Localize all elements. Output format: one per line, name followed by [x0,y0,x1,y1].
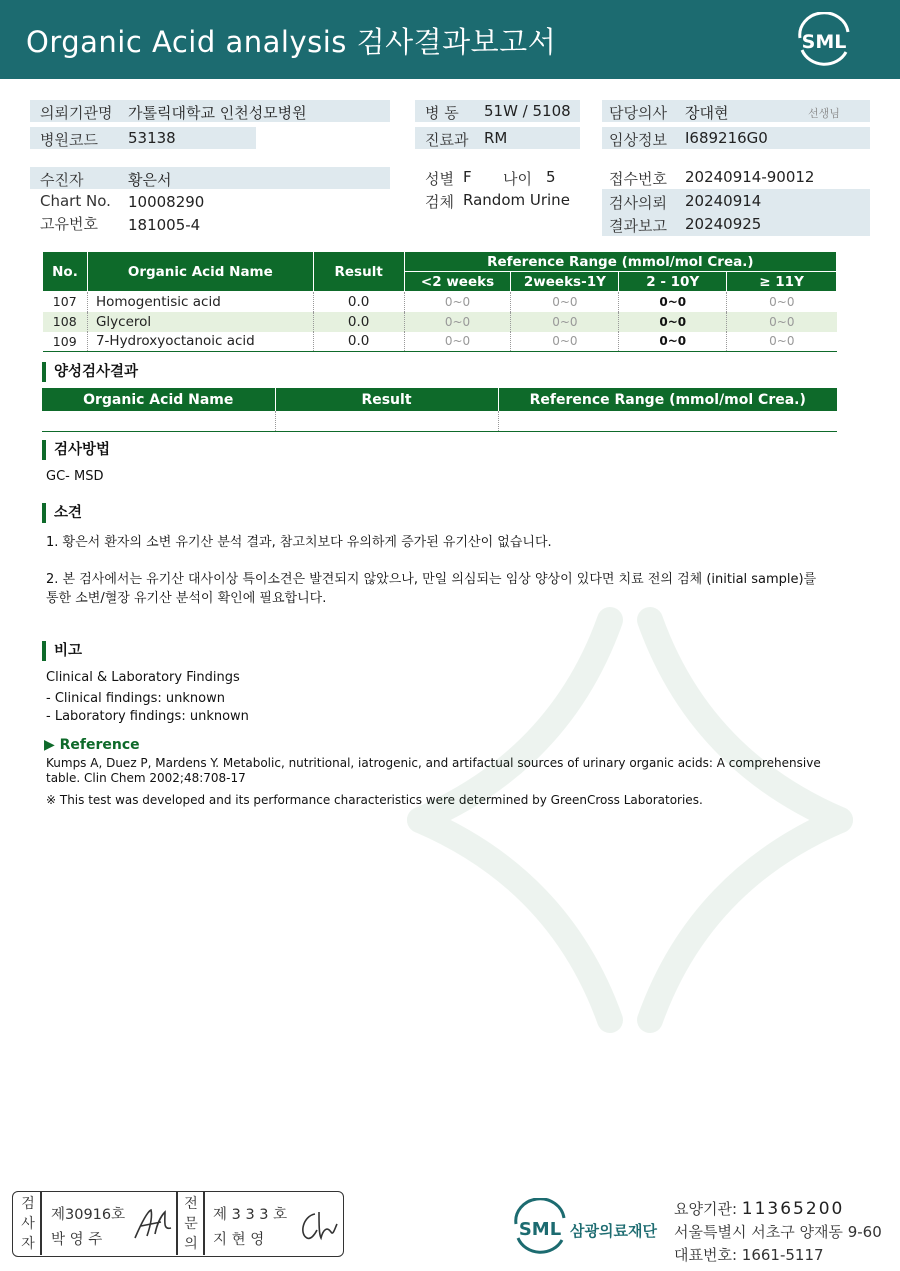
sml-logo-icon [790,12,858,68]
method-section-title: 검사방법 [42,440,110,460]
examinee-label: 수진자 [40,171,84,189]
row-no: 109 [43,332,88,352]
positive-table [42,388,837,432]
pos-col-result: Result [275,388,498,411]
footer-code-value: 11365200 [741,1199,845,1219]
expert-signature-icon [293,1206,339,1246]
chart-label: Chart No. [40,192,111,210]
logo-text: SML [801,31,847,53]
uid-label: 고유번호 [40,215,98,233]
row-r4: 0~0 [727,332,837,352]
row-r2: 0~0 [511,312,619,332]
col-name: Organic Acid Name [87,252,313,292]
report-label: 결과보고 [609,217,667,235]
request-value: 20240914 [685,192,762,210]
row-no: 108 [43,312,88,332]
remarks-l3: - Laboratory findings: unknown [46,709,249,724]
footer-phone [674,1244,824,1265]
row-result: 0.0 [313,312,404,332]
row-r2: 0~0 [511,292,619,312]
footer-code-label: 요양기관: [674,1200,742,1218]
request-label: 검사의뢰 [609,194,667,212]
table-row [42,411,837,431]
age-label: 나이 [503,170,532,188]
signature-box [12,1191,344,1257]
ward-value: 51W / 5108 [484,102,571,120]
watermark-cross-icon [360,560,900,1060]
footer-phone-value: 1661-5117 [741,1246,824,1264]
row-r1: 0~0 [404,312,511,332]
report-value: 20240925 [685,215,762,233]
col-r4: ≥ 11Y [727,272,837,292]
remarks-section-title: 비고 [42,641,82,661]
doctor-value: 장대현 [685,104,729,122]
table-row [43,332,837,352]
specimen-value: Random Urine [463,191,570,209]
dept-value: RM [484,129,508,147]
reference-note: ※ This test was developed and its performance characteristics were determined by GreenCross Laboratories. [46,793,703,807]
method-text: GC- MSD [46,469,104,484]
row-r4: 0~0 [769,294,795,309]
sml-footer-logo-icon [510,1198,570,1258]
col-result: Result [313,252,404,292]
row-result: 0.0 [313,332,404,352]
col-no: No. [43,252,88,292]
row-r3: 0~0 [619,312,727,332]
row-no: 107 [43,292,88,312]
chart-value: 10008290 [128,193,205,211]
findings-p2b: 통한 소변/혈장 유기산 분석이 확인에 필요합니다. [46,591,327,606]
reference-l1: Kumps A, Duez P, Mardens Y. Metabolic, nutritional, iatrogenic, and artifactual sources of urinary organic acids: A comprehensive [46,756,821,770]
row-name: Homogentisic acid [87,292,313,312]
footer-address: 서울특별시 서초구 양재동 9-60 [674,1223,882,1241]
row-r1: 0~0 [404,332,511,352]
pos-col-range: Reference Range (mmol/mol Crea.) [498,388,837,411]
report-title: Organic Acid analysis 검사결과보고서 [26,25,557,59]
reference-title: ▶ Reference [44,737,140,753]
row-r4: 0~0 [727,312,837,332]
footer-logo-text: SML [518,1219,562,1240]
expert-name: 지 현 영 [213,1232,265,1248]
hospital-code-label: 병원코드 [40,131,98,149]
footer-logo [510,1198,670,1258]
institution-label: 의뢰기관명 [40,104,113,122]
expert-label: 전문의 [184,1196,198,1252]
expert-number: 제 3 3 3 호 [213,1207,288,1223]
footer-phone-label: 대표번호: [674,1246,742,1264]
remarks-l2: - Clinical findings: unknown [46,691,225,706]
positive-section-title: 양성검사결과 [42,362,138,382]
row-r2: 0~0 [511,332,619,352]
footer-code [674,1198,844,1219]
report-header [0,0,900,79]
row-result: 0.0 [313,292,404,312]
col-range: Reference Range (mmol/mol Crea.) [404,252,836,272]
receipt-value: 20240914-90012 [685,168,815,186]
reference-l2: table. Clin Chem 2002;48:708-17 [46,771,246,785]
dept-label: 진료과 [425,131,469,149]
row-name: Glycerol [87,312,313,332]
col-r2: 2weeks-1Y [511,272,619,292]
age-value: 5 [546,168,556,186]
examiner-name: 박 영 주 [51,1232,103,1248]
doctor-label: 담당의사 [609,104,667,122]
sex-label: 성별 [425,170,454,188]
table-row [43,312,837,332]
receipt-label: 접수번호 [609,170,667,188]
uid-value: 181005-4 [128,216,201,234]
col-r1: <2 weeks [404,272,511,292]
clinical-label: 임상정보 [609,131,667,149]
footer-org-name: 삼광의료재단 [570,1222,657,1240]
specimen-label: 검체 [425,193,454,211]
results-table [42,251,837,352]
examiner-label: 검사자 [21,1196,35,1252]
pos-col-name: Organic Acid Name [42,388,275,411]
clinical-value: I689216G0 [685,129,768,147]
doctor-suffix: 선생님 [808,107,840,120]
remarks-l1: Clinical & Laboratory Findings [46,670,240,685]
row-r3: 0~0 [619,292,727,312]
sex-value: F [463,168,472,186]
row-name: 7-Hydroxyoctanoic acid [87,332,313,352]
examiner-number: 제30916호 [51,1207,126,1223]
examiner-signature-icon [131,1204,177,1244]
col-r3: 2 - 10Y [619,272,727,292]
row-r3: 0~0 [619,332,727,352]
findings-section-title: 소견 [42,503,82,523]
institution-value: 가톨릭대학교 인천성모병원 [128,104,307,122]
examinee-value: 황은서 [128,171,172,189]
row-r1: 0~0 [404,292,511,312]
hospital-code-value: 53138 [128,129,176,147]
ward-label: 병 동 [425,104,459,122]
findings-p1: 1. 황은서 환자의 소변 유기산 분석 결과, 참고치보다 유의하게 증가된 유기산이 없습니다. [46,535,552,550]
table-row [43,292,837,312]
findings-p2a: 2. 본 검사에서는 유기산 대사이상 특이소견은 발견되지 않았으나, 만일 의심되는 임상 양상이 있다면 치료 전의 검체 (initial sample)를 [46,572,817,587]
